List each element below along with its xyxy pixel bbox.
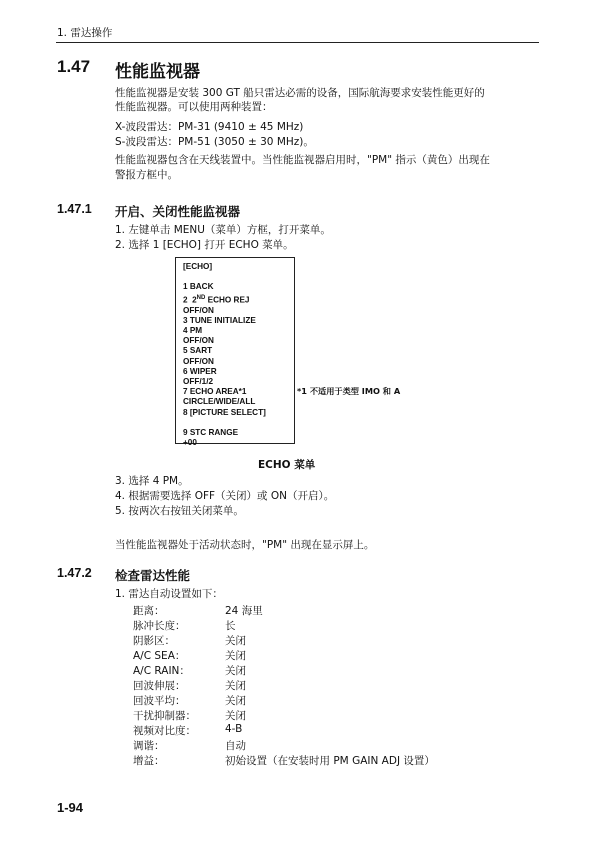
menu-line: 1 BACK: [183, 282, 214, 292]
setting-label: 距离：: [133, 605, 165, 617]
echo-menu: [183, 262, 266, 448]
setting-label: A/C SEA：: [133, 650, 186, 662]
section-title: 性能监视器: [115, 62, 200, 82]
setting-value: 关闭: [225, 650, 246, 662]
menu-line: 8 [PICTURE SELECT]: [183, 407, 266, 417]
setting-label: 视频对比度：: [133, 725, 196, 737]
setting-label: 增益：: [133, 755, 165, 767]
menu-footnote: *1 不适用于类型 IMO 和 A: [297, 386, 401, 396]
setting-value: 自动: [225, 740, 246, 752]
section-para-line: 性能监视器。可以使用两种装置：: [115, 101, 273, 113]
step-item: 4. 根据需要选择 OFF（关闭）或 ON（开启）。: [115, 490, 335, 502]
section-para-line: X-波段雷达：PM-31 (9410 ± 45 MHz): [115, 121, 304, 133]
menu-line: 3 TUNE INITIALIZE: [183, 315, 256, 325]
subsection-number: 1.47.2: [57, 566, 92, 580]
figure-caption: ECHO 菜单: [258, 459, 316, 471]
page-number: 1-94: [57, 800, 84, 815]
step-item: 2. 选择 1 [ECHO] 打开 ECHO 菜单。: [115, 239, 294, 251]
menu-line: 9 STC RANGE: [183, 427, 239, 437]
setting-value: 关闭: [225, 710, 246, 722]
closing-paragraph: 当性能监视器处于活动状态时，"PM" 出现在显示屏上。: [115, 539, 375, 551]
setting-label: 脉冲长度：: [133, 620, 186, 632]
menu-line: 6 WIPER: [183, 366, 217, 376]
menu-line-echo-rej: 2 2ND ECHO REJ: [183, 294, 250, 305]
subsection-title: 检查雷达性能: [115, 568, 191, 583]
step-item: 1. 左键单击 MENU（菜单）方框，打开菜单。: [115, 224, 331, 236]
menu-line: OFF/ON: [183, 305, 214, 315]
menu-line: +00: [183, 438, 197, 448]
setting-value: 初始设置（在安装时用 PM GAIN ADJ 设置）: [225, 755, 435, 767]
menu-line: OFF/ON: [183, 336, 214, 346]
menu-line: 4 PM: [183, 325, 203, 335]
section-para-line: 警报方框中。: [115, 169, 178, 181]
menu-line: 5 SART: [183, 346, 213, 356]
setting-label: 调谐：: [133, 740, 165, 752]
menu-line: OFF/1/2: [183, 376, 214, 386]
setting-label: 回波平均：: [133, 695, 186, 707]
setting-value: 长: [225, 620, 236, 632]
setting-value: 关闭: [225, 695, 246, 707]
menu-line: [183, 418, 266, 428]
section-para-line: 性能监视器包含在天线装置中。当性能监视器启用时，"PM" 指示（黄色）出现在: [115, 154, 490, 166]
setting-value: 24 海里: [225, 605, 263, 617]
setting-value: 关闭: [225, 680, 246, 692]
step-item: 3. 选择 4 PM。: [115, 475, 189, 487]
setting-label: A/C RAIN：: [133, 665, 190, 677]
step-item: 5. 按两次右按钮关闭菜单。: [115, 505, 244, 517]
setting-label: 回波伸展：: [133, 680, 186, 692]
settings-intro: 1. 雷达自动设置如下：: [115, 588, 223, 600]
section-para-line: 性能监视器是安装 300 GT 船只雷达必需的设备，国际航海要求安装性能更好的: [115, 87, 485, 99]
setting-value: 4-B: [225, 723, 243, 735]
section-para-line: S-波段雷达：PM-51 (3050 ± 30 MHz)。: [115, 136, 314, 148]
running-header: 1. 雷达操作: [57, 27, 113, 39]
menu-line: 7 ECHO AREA*1: [183, 387, 247, 397]
menu-line: [ECHO]: [183, 262, 213, 271]
setting-label: 阴影区：: [133, 635, 175, 647]
menu-line: CIRCLE/WIDE/ALL: [183, 397, 256, 407]
setting-value: 关闭: [225, 635, 246, 647]
menu-line: [183, 272, 266, 282]
subsection-number: 1.47.1: [57, 202, 92, 216]
header-rule: [56, 42, 539, 43]
setting-label: 干扰抑制器：: [133, 710, 196, 722]
subsection-title: 开启、关闭性能监视器: [115, 204, 241, 219]
section-number: 1.47: [57, 57, 91, 76]
menu-line: OFF/ON: [183, 356, 214, 366]
setting-value: 关闭: [225, 665, 246, 677]
